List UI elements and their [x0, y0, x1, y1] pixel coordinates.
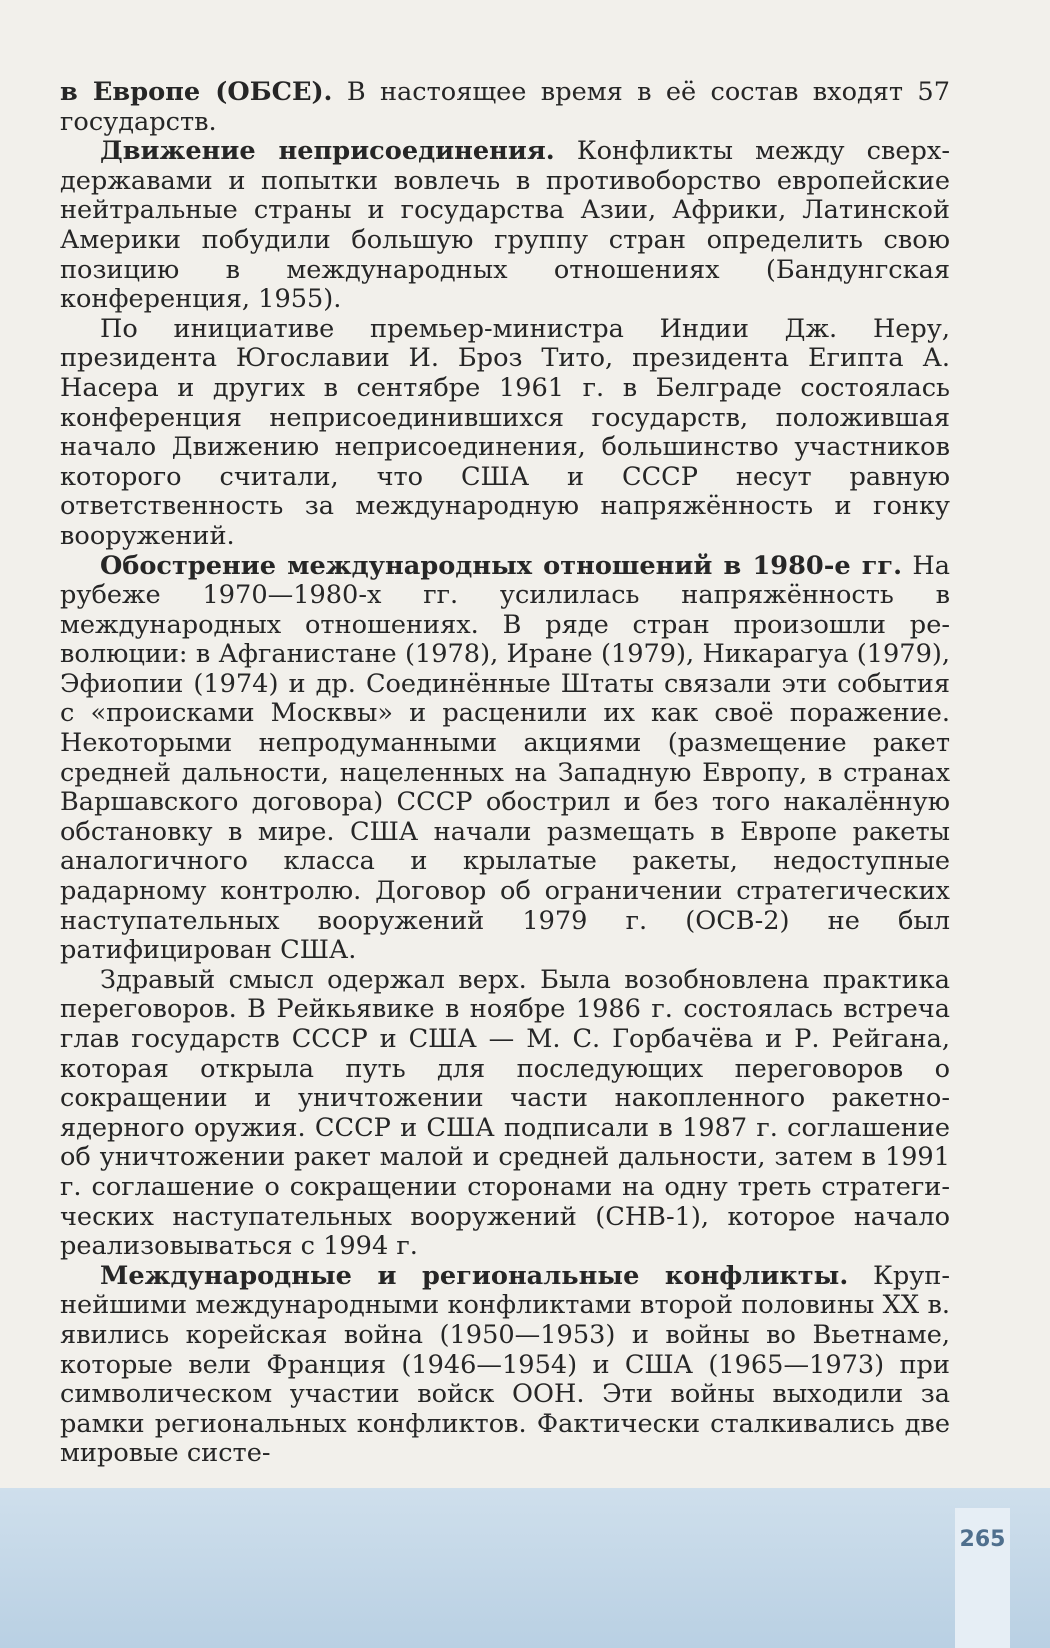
paragraph-negotiations [60, 966, 950, 1262]
paragraph-regional-conflicts [60, 1262, 950, 1469]
paragraph-body: Здравый смысл одержал верх. Была возобновлена практика переговоров. В Рейкьявике в ноябре 1986 г. состоялась встреча глав государств СССР и США — М. С. Горбачёва и Р. Рейгана, которая открыла путь для последующих переговоров о сокращении и уничтожении части накопленного ракетно-ядерного оружия. СССР и США подписали в 1987 г. соглашение об уничтожении ракет малой и средней дальности, затем в 1991 г. соглашение о сокращении сторонами на одну треть стратегических наступательных вооружений (СНВ-1), которое начало реализовываться с 1994 г. [60, 964, 950, 1262]
footer-band [0, 1488, 1050, 1648]
paragraph-body: Конфликты между сверхдержавами и попытки вовлечь в противоборство европейские нейтральные страны и государства Азии, Африки, Латинской Америки побудили большую группу стран определить свою позицию в международных отношениях (Бандунгская конференция, 1955). [60, 136, 950, 315]
paragraph-body: В настоящее время в её состав входят 57 государств. [60, 77, 950, 137]
paragraph-1980s-tension [60, 552, 950, 966]
paragraph-belgrade-conference [60, 315, 950, 552]
body-text [60, 78, 950, 1469]
paragraph-heading: в Европе (ОБСЕ). [60, 77, 333, 107]
paragraph-heading: Обострение международных отношений в 1980-е гг. [100, 550, 903, 581]
paragraph-heading: Международные и региональные конфликты. [100, 1260, 849, 1291]
page-number: 265 [959, 1527, 1006, 1552]
paragraph-body: На рубеже 1970—1980-х гг. усилилась напряжённость в международных отношениях. В ряде стран произошли революции: в Афганистане (1978), Иране (1979), Никарагуа (1979), Эфиопии (1974) и др. Соединённые Штаты связали эти события с «происками Москвы» и расценили их как своё поражение. Некоторыми непродуманными акциями (размещение ракет средней дальности, нацеленных на Западную Европу, в странах Варшавского договора) СССР обострил и без того накалённую обстановку в мире. США начали размещать в Европе ракеты аналогичного класса и крылатые ракеты, недоступные радарному контролю. Договор об ограничении стратегических наступательных вооружений 1979 г. (ОСВ-2) не был ратифицирован США. [60, 550, 950, 966]
paragraph-body: Крупнейшими международными конфликтами второй половины XX в. явились корейская война (1950—1953) и войны во Вьетнаме, которые вели Франция (1946—1954) и США (1965—1973) при символическом участии войск ООН. Эти войны выходили за рамки региональных конфликтов. Фактически сталкивались две мировые систе- [60, 1260, 950, 1469]
paragraph-osce [60, 78, 950, 137]
paragraph-non-aligned-movement [60, 137, 950, 315]
paragraph-body: По инициативе премьер-министра Индии Дж. Неру, президента Югославии И. Броз Тито, президента Египта А. Насера и других в сентябре 1961 г. в Белграде состоялась конференция неприсоединившихся государств, положившая начало Движению неприсоединения, большинство участников которого считали, что США и СССР несут равную ответственность за международную напряжённость и гонку вооружений. [60, 313, 950, 551]
paragraph-heading: Движение неприсоединения. [100, 136, 555, 167]
